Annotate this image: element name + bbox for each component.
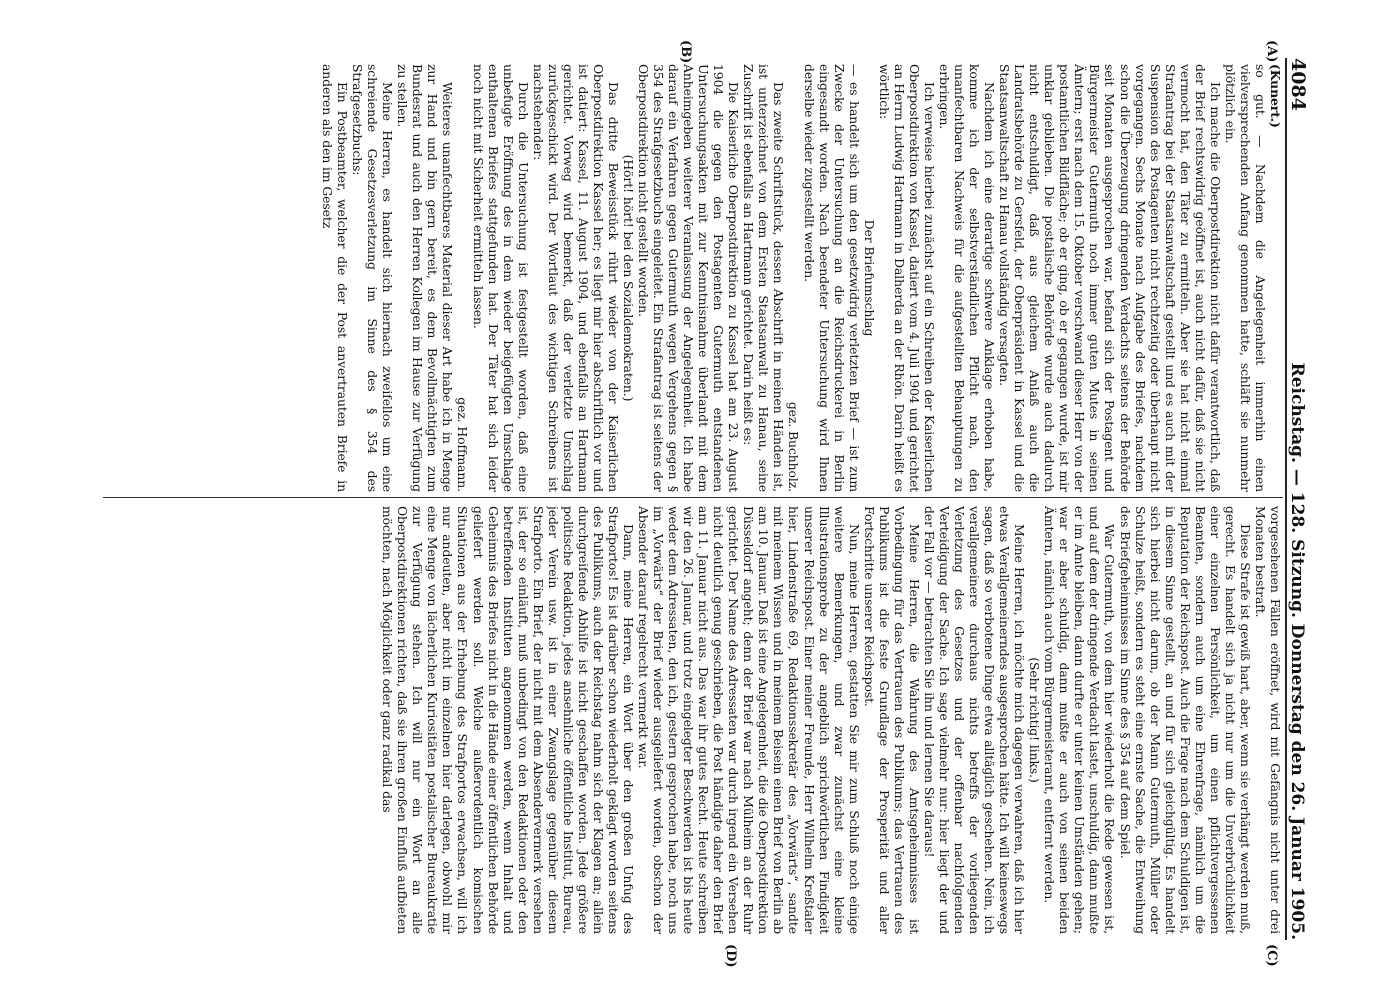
- paragraph: Weiteres unanfechtbares Material dieser Art habe ich in Menge zur Hand und bin gern bereit, es dem Bevollmächtigten zum Bundesrat und auch den Herren Kollegen im Hause zur Verfügung zu stellen.: [395, 64, 456, 492]
- page-header: [1285, 58, 1321, 940]
- paragraph: Meine Herren, es handelt sich hiernach zweifellos um eine schreiende Gesetzesverletzung im Sinne des § 354 des Strafgesetzbuchs:: [350, 64, 396, 492]
- paragraph: Nachdem ich eine derartige schwere Anklage erhoben habe, komme ich der selbstverständlichen Pflicht nach, den unanfechtbaren Nachweis für die aufgestellten Behauptungen zu erbringen.: [936, 64, 998, 492]
- paragraph: War Gutermuth, von dem hier wiederholt die Rede gewesen ist, und auf dem der dringende Verdacht lastet, unschuldig, dann mußte er im Amte bleiben, dann durfte er unter keinen Umständen gehen; war er aber schuldig, dann mußte er auch von seinen beiden Ämtern, nämlich auch vom Bürgermeisteramt, entfernt werden.: [1042, 506, 1118, 934]
- paragraph: so gut. — Nachdem die Angelegenheit immerhin einen vielversprechenden Anfang genommen hatte, schläft sie nunmehr plötzlich ein.: [1222, 64, 1268, 492]
- paragraph: Ein Postbeamter, welcher die der Post anvertrauten Briefe in anderen als den im Gesetz: [320, 64, 351, 492]
- paragraph: (Kunert.): [1268, 64, 1283, 128]
- paragraph: Ich verweise hierbei zunächst auf ein Schreiben der Kaiserlichen Oberpostdirektion von Kassel, datiert vom 4. Juli 1904 und gerichtet an Herrn Ludwig Hartmann in Dalherda an der Rhön. Darin heißt es wörtlich:: [876, 64, 937, 492]
- paragraph: Durch die Untersuchung ist festgestellt worden, daß eine unbefugte Eröffnung des in dem wieder beigefügten Umschlage enthaltenen Briefes stattgefunden hat. Der Täter hat sich leider noch nicht mit Sicherheit ermitteln lassen.: [470, 64, 531, 492]
- margin-marker-d: (D): [723, 944, 738, 968]
- left-column: [103, 64, 1283, 492]
- paragraph: Das zweite Schriftstück, dessen Abschrift in meinen Händen ist, ist unterzeichnet von dem Ersten Staatsanwalt zu Hanau, seine Zuschrift ist ebenfalls an Hartmann gerichtet. Darin heißt es:: [741, 64, 787, 492]
- session-title: Reichstag. — 128. Sitzung. Donnerstag den 26. Januar 1905.: [1287, 362, 1307, 940]
- right-column: [103, 506, 1283, 934]
- margin-marker-b: (B): [678, 40, 693, 64]
- paragraph: Ich mache die Oberpostdirektion nicht dafür verantwortlich, daß der Brief rechtswidrig geöffnet ist, auch nicht dafür, daß sie nicht vermocht hat, den Täter zu ermitteln. Aber sie hat nicht einmal Strafantrag bei der Staatsanwaltschaft gestellt und es auch mit der Suspension des Postagenten nicht rechtzeitig oder überhaupt nicht vorgegangen. Sechs Monate nach Aufgabe des Briefes, nachdem schon die Überzeugung dringenden Verdachts seitens der Behörde seit Monaten ausgesprochen war, befand sich der Postagent und Bürgermeister Gutermuth noch immer guten Mutes in seinen Ämtern; erst nach dem 15. Oktober verschwand dieser Herr von der postamtlichen Bildfläche; ob er ging, ob er gegangen wurde, ist mir unklar geblieben. Die postalische Behörde wurde auch dadurch nicht entschuldigt, daß aus gleichem Anlaß auch die Landratsbehörde zu Gersfeld, der Oberpräsident in Kassel und die Staatsanwaltschaft zu Hanau vollständig versagten.: [997, 64, 1223, 492]
- paragraph: vorgesehenen Fällen eröffnet, wird mit Gefängnis nicht unter drei Monaten bestraft.: [1252, 506, 1283, 934]
- paragraph: gez. Buchholz.: [786, 401, 802, 492]
- paragraph: Die Kaiserliche Oberpostdirektion zu Kassel hat am 23. August 1904 die gegen den Postagenten Gutermuth entstandenen Untersuchungsakten mit zur Kenntnisnahme überlandt mit dem Anheimgeben weiterer Veranlassung der Angelegenheit. Ich habe darauf ein Verfahren gegen Gutermuth wegen Vergehens gegen § 354 des Strafgesetzbuchs eingeleitet. Ein Strafantrag ist seitens der Oberpostdirektion nicht gestellt worden.: [636, 64, 742, 492]
- paragraph: Nun, meine Herren, gestatten Sie mir zum Schluß noch einige weitere Bemerkungen, und zwar zunächst eine kleine Illustrationsprobe zu der angeblich sprichwörtlichen Findigkeit unserer Reichspost. Einer meiner Freunde, Herr Wilhelm Kreßtaler hier, Lindenstraße 69, Redaktionssekretär des „Vorwärts“, sandte mit meinem Wissen und in meinem Beisein einen Brief von Berlin ab am 10. Januar. Daß ist eine Angelegenheit, die die Oberpostdirektion Düsseldorf angeht; denn der Brief war nach Mülheim an der Ruhr gerichtet. Der Name des Adressaten war durch irgend ein Versehen nicht deutlich genug geschrieben, die Post händigte daher den Brief am 11. Januar nicht aus. Das war ihr gutes Recht. Heute schreiben wir den 26. Januar, und trotz eingelegter Beschwerden ist bis heute weder dem Adressaten, den ich, gestern gesprochen habe, noch uns im „Vorwärts“ der Brief wieder ausgeliefert worden, obschon der Absender darauf regelrecht vermerkt war.: [636, 506, 862, 934]
- paragraph: Das dritte Beweisstück rührt wieder von der Kaiserlichen Oberpostdirektion Kassel her; es liegt mir hier abschriftlich vor und ist datiert: Kassel, 11. August 1904, und ebenfalls an Hartmann gerichtet. Vorweg wird bemerkt, daß der verletzte Umschlag zurückgeschickt wird. Der Wortlaut des wichtigen Schreibens ist nachstehender:: [530, 64, 621, 492]
- margin-marker-a: (A): [1264, 40, 1279, 63]
- margin-marker-c: (C): [1264, 944, 1279, 967]
- paragraph: — es handelt sich um den gesetzwidrig verletzten Brief — ist zum Zwecke der Untersuchung an die Reichsdruckerei in Berlin eingesandt worden. Nach beendeter Untersuchung wird Ihnen derselbe wieder zugestellt werden.: [801, 64, 862, 492]
- paragraph: Meine Herren, ich möchte mich dagegen verwahren, daß ich hier etwas Verallgemeinerndes ausgesprochen hätte. Ich will keineswegs sagen, daß so verbotene Dinge etwa alltäglich geschehen. Nein, ich verallgemeinere durchaus nichts betreffs der vorliegenden Verletzung des Gesetzes und der offenbar nachfolgenden Verteidigung der Sache. Ich sage vielmehr nur: hier liegt der und der Fall vor — betrachten Sie ihn und lernen Sie daraus!: [921, 506, 1028, 934]
- paragraph: Der Briefumschlag: [861, 219, 877, 337]
- paragraph: Dann, meine Herren, ein Wort über den großen Unfug des Strafportos! Es ist darüber schon wiederholt geklagt worden seitens des Publikums, auch der Reichstag nahm sich der Klagen an; allein durchgreifende Abhilfe ist nicht geschaffen worden. Jede größere politische Redaktion, jedes ansehnliche öffentliche Institut, Bureau, jeder Verein usw. ist in einer Zwangslage gegenüber diesem Strafporto. Ein Brief, der nicht mit dem Absendervermerk versehen ist, der so einläuft, muß unbedingt von den Redaktionen oder den betreffenden Instituten angenommen werden, wenn Inhalt und Geheimnis des Briefes nicht in die Hände einer öffentlichen Behörde geliefert werden soll. Welche außerordentlich komischen Situationen aus der Erhebung des Strafportos erwachsen, will ich nur andeuten, aber nicht im einzelnen hier darlegen, obwohl mir eine Menge von lächerlichen Kuriositäten postalischer Bureaukratie zur Verfügung stehen. Ich will nur ein Wort an alle Oberpostdirektionen richten, daß sie ihren großen Einfluß aufbieten möchten, nach Möglichkeit oder ganz radikal das: [380, 506, 636, 934]
- paragraph: gez. Hoffmann.: [455, 397, 471, 492]
- column-divider: [103, 497, 1283, 498]
- paragraph: (Sehr richtig! links.): [1027, 657, 1043, 783]
- paragraph: Meine Herren, die Wahrung des Amtsgeheimnisses ist Vorbedingung für das Vertrauen des Publikums; das Vertrauen des Publikums ist die feste Grundlage der Prosperität und aller Fortschritte unserer Reichspost.: [861, 506, 922, 934]
- page-number: 4084: [1287, 58, 1309, 111]
- paragraph: Diese Strafe ist gewiß hart, aber, wenn sie verhängt werden muß, gerecht. Es handelt sich ja nicht nur um die Unverbrüchlichkeit einer einzelnen Persönlichkeit, um einen pflichtvergessenen Beamten, sondern auch um eine Ehrenfrage, nämlich um die Reputation der Reichspost. Auch die Frage nach dem Schuldigen ist, in diesem Sinne gestellt, an und für sich gleichgültig. Es handelt sich hierbei nicht darum, ob der Mann Gutermuth, Müller oder Schulze heißt, sondern es steht eine ernste Sache, die Entweihung des Briefgeheimnisses im Sinne des § 354 auf dem Spiel.: [1117, 506, 1253, 934]
- paragraph: (Hört! hört! bei den Sozialdemokraten.): [620, 154, 636, 402]
